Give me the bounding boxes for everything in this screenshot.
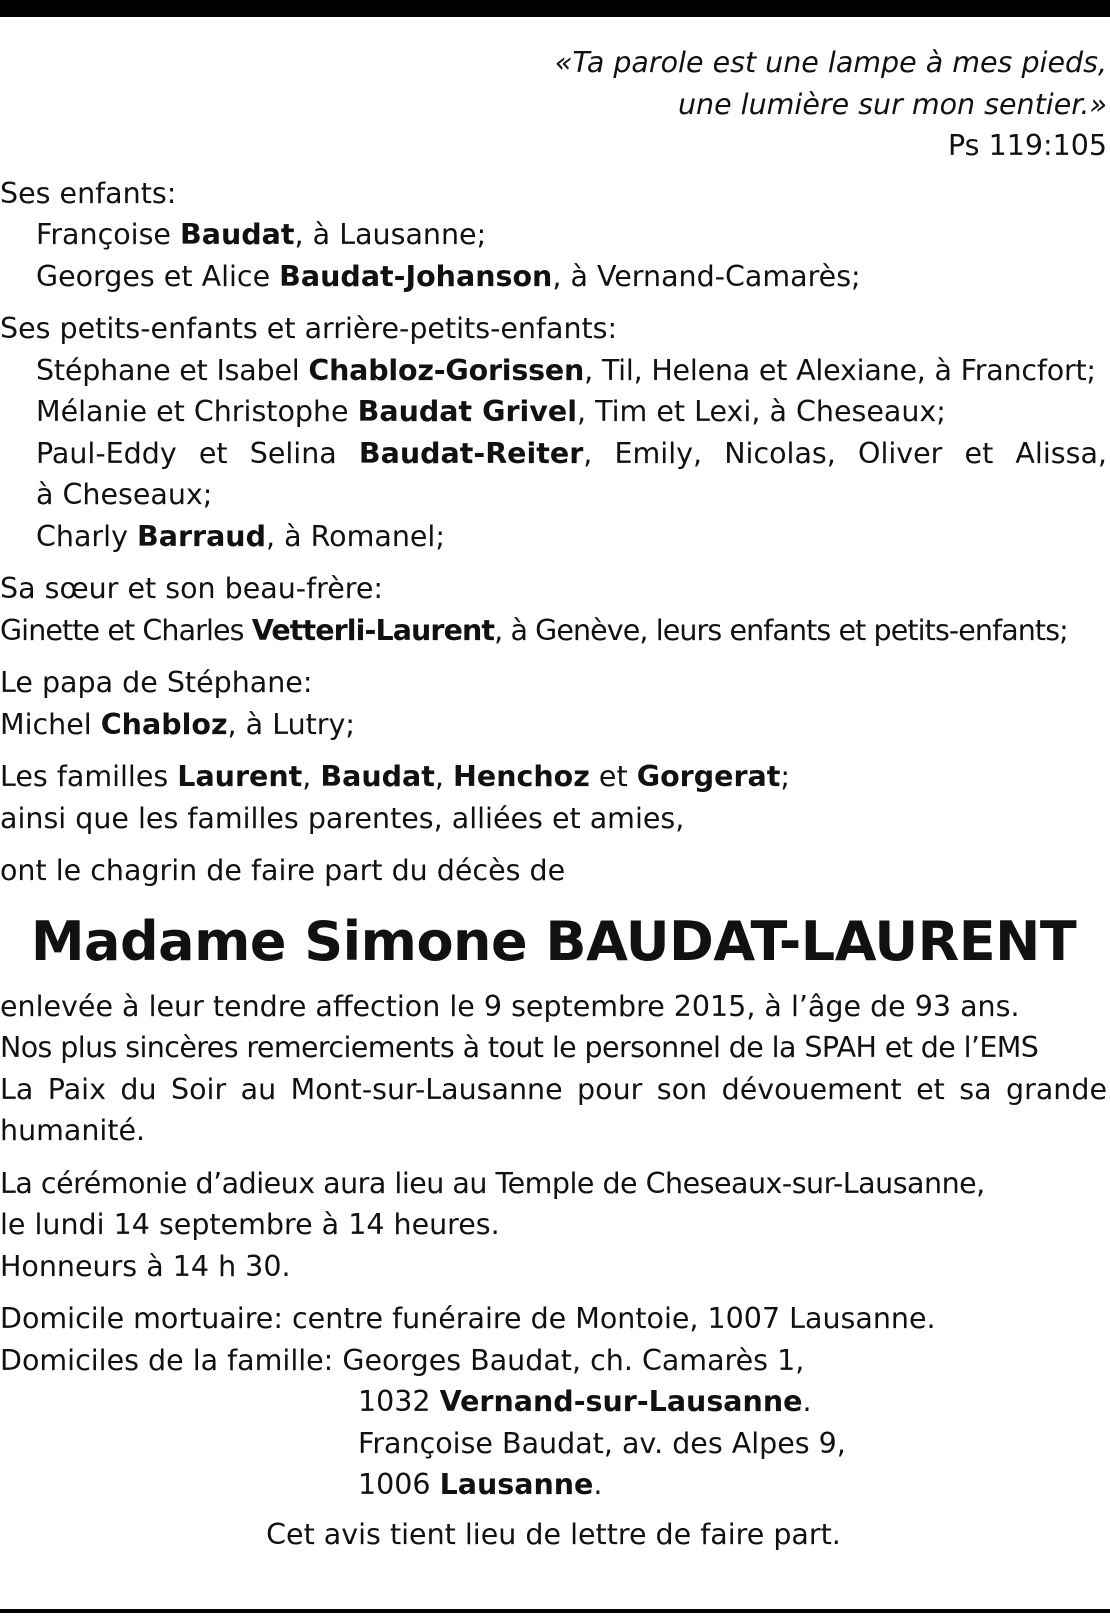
city-name: Lausanne [439, 1468, 594, 1501]
details-line: humanité. [0, 1114, 146, 1147]
postal-code: 1006 [358, 1468, 440, 1501]
domicile-section [0, 1298, 1107, 1506]
family-member [0, 350, 1107, 392]
details-section [0, 986, 1107, 1152]
member-location: , Tim et Lexi, à Cheseaux; [576, 395, 946, 428]
member-location: , à Vernand-Camarès; [552, 259, 861, 293]
family-surname: Laurent [177, 760, 303, 793]
member-surname: Baudat-Reiter [358, 436, 584, 470]
sister-section [0, 568, 1107, 651]
notice-content [0, 42, 1107, 1555]
top-border-rule [0, 0, 1110, 17]
member-location: , à Lutry; [227, 707, 355, 741]
details-line: La Paix du Soir au Mont-sur-Lausanne pour son dévouement et sa grande [0, 1072, 1107, 1106]
member-location: , Emily, Nicolas, Oliver et Alissa, [583, 436, 1107, 470]
ceremony-line: le lundi 14 septembre à 14 heures. [0, 1208, 500, 1241]
families-section [0, 756, 1107, 839]
families-extended: ainsi que les familles parentes, alliées et amies, [0, 801, 685, 835]
family-address-line: Françoise Baudat, av. des Alpes 9, [358, 1426, 846, 1460]
section-heading: Sa sœur et son beau-frère: [0, 572, 383, 605]
separator: et [589, 760, 637, 793]
member-surname: Baudat-Johanson [279, 259, 553, 293]
children-section [0, 173, 1107, 298]
ceremony-section [0, 1163, 1107, 1288]
member-surname: Baudat [180, 218, 295, 251]
epigraph-line: une lumière sur mon sentier.» [677, 87, 1107, 121]
family-address: Georges Baudat, ch. Camarès 1, [342, 1343, 805, 1377]
separator: . [802, 1385, 812, 1418]
member-surname: Vetterli-Laurent [251, 613, 495, 647]
father-section [0, 662, 1107, 745]
ceremony-line: Honneurs à 14 h 30. [0, 1249, 291, 1283]
member-first-names: Georges et Alice [36, 259, 280, 293]
family-member-continuation: à Cheseaux; [36, 478, 213, 511]
member-first-names: Michel [0, 707, 101, 741]
family-address-line [0, 1340, 1107, 1382]
families-prefix: Les familles [0, 760, 178, 793]
family-surname: Gorgerat [636, 760, 781, 793]
family-address-line [0, 1464, 1107, 1506]
deceased-name: Madame Simone BAUDAT-LAURENT [30, 909, 1077, 973]
member-first-names: Mélanie et Christophe [36, 395, 358, 428]
families-line [0, 756, 1107, 798]
details-line: Nos plus sincères remerciements à tout le personnel de la SPAH et de l’EMS [0, 1031, 1039, 1064]
family-member [0, 256, 1107, 298]
family-surname: Baudat [320, 760, 435, 793]
section-heading: Le papa de Stéphane: [0, 666, 313, 699]
section-heading: Ses petits-enfants et arrière-petits-enfants: [0, 312, 618, 345]
epigraph [0, 42, 1107, 167]
member-surname: Barraud [137, 519, 266, 553]
family-address-line [0, 1381, 1107, 1423]
member-first-names: Stéphane et Isabel [36, 353, 309, 387]
grandchildren-section [0, 308, 1107, 557]
member-surname: Chabloz [100, 707, 228, 741]
family-member [0, 214, 1107, 256]
member-location: , à Genève, leurs enfants et petits-enfants; [494, 613, 1068, 647]
member-surname: Baudat Grivel [357, 395, 577, 428]
family-member [0, 433, 1107, 475]
family-member [0, 610, 1107, 652]
family-address-label: Domiciles de la famille: [0, 1343, 343, 1377]
epigraph-line: «Ta parole est une lampe à mes pieds, [554, 46, 1107, 79]
separator: . [593, 1468, 603, 1501]
city-name: Vernand-sur-Lausanne [439, 1385, 803, 1418]
ceremony-line: La cérémonie d’adieux aura lieu au Temple de Cheseaux-sur-Lausanne, [0, 1166, 985, 1200]
bottom-border-rule [0, 1609, 1110, 1613]
family-member [0, 391, 1107, 433]
family-surname: Henchoz [453, 760, 590, 793]
separator: , [302, 760, 321, 793]
member-first-names: Paul-Eddy et Selina [36, 436, 359, 470]
details-line: enlevée à leur tendre affection le 9 septembre 2015, à l’âge de 93 ans. [0, 989, 1020, 1023]
section-heading: Ses enfants: [0, 176, 177, 210]
postal-code: 1032 [358, 1385, 440, 1418]
member-location: , Til, Helena et Alexiane, à Francfort; [584, 353, 1096, 387]
member-first-names: Françoise [36, 218, 181, 251]
separator: , [434, 760, 454, 793]
member-first-names: Charly [36, 519, 137, 553]
member-first-names: Ginette et Charles [0, 613, 252, 647]
separator: ; [780, 760, 790, 793]
member-surname: Chabloz-Gorissen [308, 353, 585, 387]
closing-note: Cet avis tient lieu de lettre de faire part. [266, 1517, 841, 1551]
announcement-text: ont le chagrin de faire part du décès de [0, 854, 566, 887]
family-member [0, 516, 1107, 558]
family-member [0, 704, 1107, 746]
mortuary-address: Domicile mortuaire: centre funéraire de Montoie, 1007 Lausanne. [0, 1302, 936, 1335]
member-location: , à Lausanne; [294, 218, 487, 251]
member-location: , à Romanel; [266, 519, 445, 553]
epigraph-reference: Ps 119:105 [948, 129, 1107, 162]
